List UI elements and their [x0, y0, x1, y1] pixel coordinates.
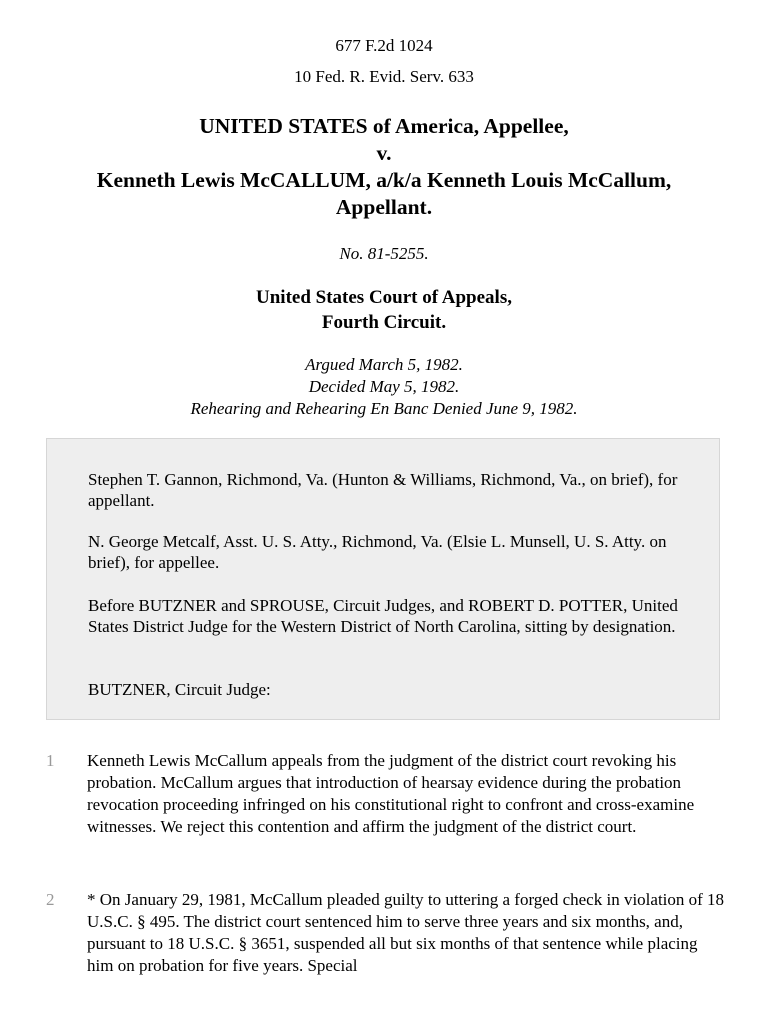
paragraph-text: Kenneth Lewis McCallum appeals from the judgment of the district court revoking his probation. McCallum argues that introduction of hearsay evidence during the probation revocation proceeding infringed on his constitutional right to confront and cross-examine witnesses. We reject this contention and affirm the judgment of the district court.: [87, 751, 695, 836]
docket-number: No. 81-5255.: [339, 244, 429, 263]
citation-reporter: 677 F.2d 1024: [335, 36, 433, 55]
court-name-line-1: United States Court of Appeals,: [256, 287, 512, 308]
paragraph-number: 2: [46, 890, 55, 909]
paragraph-text: * On January 29, 1981, McCallum pleaded guilty to uttering a forged check in violation of 18 U.S.C. § 495. The district court sentenced him to serve three years and six months, and, pursuant to 18 U.S.C. § 3651, suspended all but six months of that sentence while placing him on probation for five years. Special: [87, 890, 725, 975]
counsel-appellant: Stephen T. Gannon, Richmond, Va. (Hunton & Williams, Richmond, Va., on brief), for appellant.: [88, 470, 678, 510]
judicial-panel: Before BUTZNER and SPROUSE, Circuit Judges, and ROBERT D. POTTER, United States District Judge for the Western District of North Carolina, sitting by designation.: [88, 596, 678, 636]
counsel-box: [46, 438, 720, 720]
rehearing-date: Rehearing and Rehearing En Banc Denied June 9, 1982.: [190, 399, 578, 418]
citation-evidence-service: 10 Fed. R. Evid. Serv. 633: [294, 67, 474, 86]
court-name-line-2: Fourth Circuit.: [321, 312, 447, 333]
counsel-appellee: N. George Metcalf, Asst. U. S. Atty., Richmond, Va. (Elsie L. Munsell, U. S. Atty. on brief), for appellee.: [88, 532, 667, 572]
caption-appellant: Kenneth Lewis McCALLUM, a/k/a Kenneth Louis McCallum,: [96, 168, 672, 192]
opinion-author: BUTZNER, Circuit Judge:: [88, 680, 271, 699]
caption-appellant-role: Appellant.: [335, 195, 433, 219]
paragraph-number: 1: [46, 751, 55, 770]
decided-date: Decided May 5, 1982.: [308, 377, 460, 396]
caption-appellee: UNITED STATES of America, Appellee,: [199, 114, 569, 138]
caption-versus: v.: [376, 141, 392, 165]
argued-date: Argued March 5, 1982.: [305, 355, 463, 374]
